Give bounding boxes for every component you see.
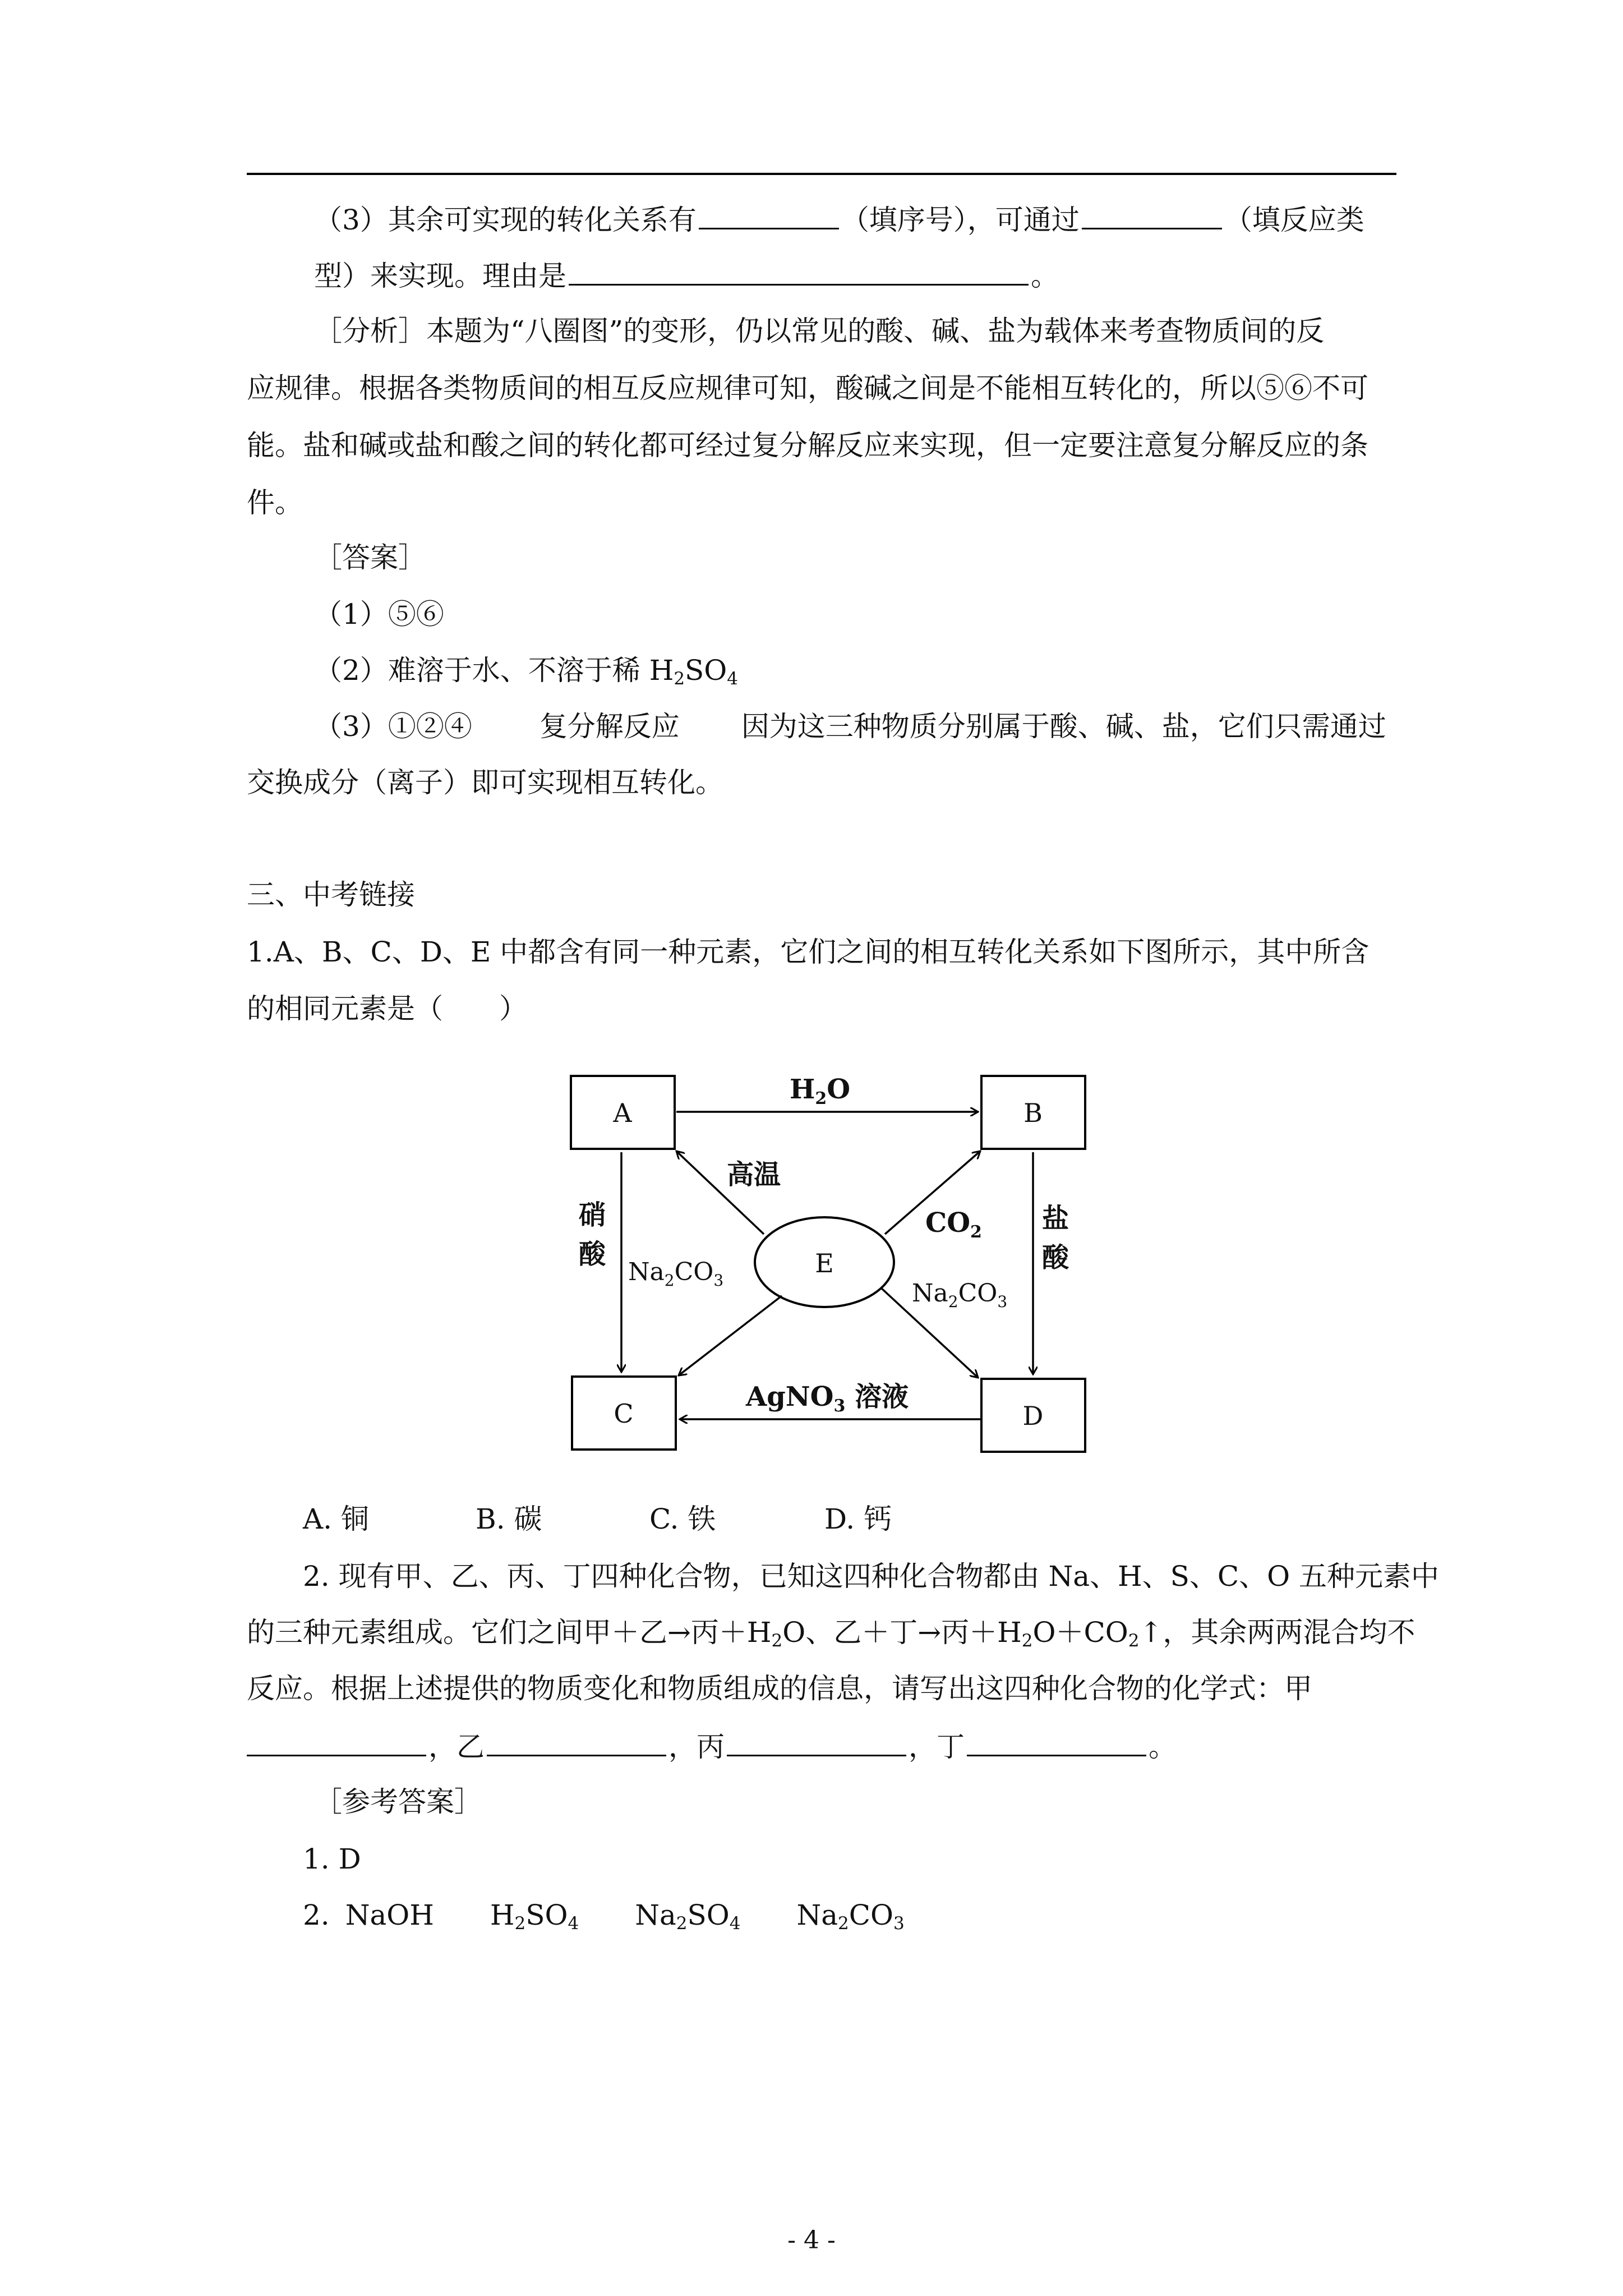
ref-answer-1: 1. D bbox=[303, 1843, 361, 1875]
label-nitric-acid-2: 酸 bbox=[579, 1239, 606, 1270]
node-e-ellipse bbox=[755, 1217, 894, 1307]
header-rule bbox=[247, 173, 1396, 175]
label-hcl-1: 盐 bbox=[1042, 1203, 1069, 1234]
label-na2co3-left: $Na_2CO_3$ bbox=[628, 1258, 724, 1290]
question-1-line-1: 1.A、B、C、D、E 中都含有同一种元素，它们之间的相互转化关系如下图所示，其中所含 bbox=[247, 936, 1370, 968]
node-a-label: A bbox=[613, 1098, 632, 1128]
option-b: B. 碳 bbox=[476, 1503, 542, 1535]
question-2-line-1: 2. 现有甲、乙、丙、丁四种化合物，已知这四种化合物都由 Na、H、S、C、O 五种元素中 bbox=[303, 1560, 1440, 1593]
node-d-label: D bbox=[1022, 1401, 1044, 1431]
analysis-line-3: 能。盐和碱或盐和酸之间的转化都可经过复分解反应来实现，但一定要注意复分解反应的条 bbox=[247, 429, 1368, 462]
option-a: A. 铜 bbox=[303, 1503, 369, 1535]
question-2-line-4: ，乙 ，丙 ，丁 。 bbox=[247, 1729, 1177, 1764]
label-h2o: $H_2O$ bbox=[790, 1074, 851, 1108]
node-b-box bbox=[981, 1076, 1085, 1149]
question-2-line-2: 的三种元素组成。它们之间甲＋乙→丙$+H_2O$、乙＋丁→丙$+H_2O+CO_2↑$，其余两两混合均不 bbox=[247, 1616, 1415, 1651]
answer-blank-jia[interactable] bbox=[247, 1729, 426, 1756]
node-e-label: E bbox=[815, 1248, 834, 1278]
label-hcl-2: 酸 bbox=[1042, 1242, 1069, 1273]
label-co2: $CO_2$ bbox=[925, 1207, 982, 1242]
option-d: D. 钙 bbox=[824, 1503, 892, 1535]
page-number: - 4 - bbox=[787, 2226, 836, 2254]
answer-2: （2）难溶于水、不溶于稀 $H_2SO_4$ bbox=[314, 654, 739, 689]
arrow-e-to-d bbox=[880, 1287, 978, 1378]
answer-heading: ［答案］ bbox=[314, 541, 426, 574]
section-heading: 三、中考链接 bbox=[247, 878, 415, 911]
node-a-box bbox=[571, 1076, 675, 1149]
analysis-line-1: ［分析］本题为“八圈图”的变形，仍以常见的酸、碱、盐为载体来考查物质间的反 bbox=[314, 315, 1325, 347]
node-d-box bbox=[981, 1379, 1085, 1452]
analysis-line-2: 应规律。根据各类物质间的相互反应规律可知，酸碱之间是不能相互转化的，所以⑤⑥不可 bbox=[247, 372, 1368, 404]
answer-blank-yi[interactable] bbox=[487, 1729, 666, 1756]
question-1-line-2: 的相同元素是（ ） bbox=[247, 992, 527, 1025]
ref-answer-2: 2. NaOH $H_2SO_4$ $Na_2SO_4$ $Na_2CO_3$ bbox=[303, 1899, 905, 1934]
node-c-label: C bbox=[614, 1398, 634, 1429]
answer-1: （1）⑤⑥ bbox=[314, 598, 444, 631]
answer-blank-bing[interactable] bbox=[727, 1729, 906, 1756]
answer-blank-ding[interactable] bbox=[967, 1729, 1146, 1756]
arrow-e-to-b bbox=[885, 1151, 980, 1234]
question-2-line-3: 反应。根据上述提供的物质变化和物质组成的信息，请写出这四种化合物的化学式：甲 bbox=[247, 1672, 1312, 1705]
q3-line-2: 型）来实现。理由是 。 bbox=[314, 258, 1059, 293]
q3-line-1: （3）其余可实现的转化关系有 （填序号），可通过 （填反应类 bbox=[314, 202, 1364, 237]
ref-heading: ［参考答案］ bbox=[314, 1786, 482, 1818]
label-na2co3-right: $Na_2CO_3$ bbox=[912, 1279, 1008, 1311]
node-b-label: B bbox=[1023, 1098, 1043, 1128]
answer-blank[interactable] bbox=[569, 258, 1029, 286]
answer-3: （3）①②④ 复分解反应 因为这三种物质分别属于酸、碱、盐，它们只需通过 bbox=[314, 710, 1386, 743]
answer-blank[interactable] bbox=[699, 202, 839, 229]
arrow-e-to-c bbox=[679, 1296, 782, 1375]
answer-3-cont: 交换成分（离子）即可实现相互转化。 bbox=[247, 766, 723, 799]
analysis-line-4: 件。 bbox=[247, 486, 303, 519]
label-high-temp: 高温 bbox=[727, 1159, 781, 1190]
answer-blank[interactable] bbox=[1082, 202, 1222, 229]
arrow-e-to-a bbox=[676, 1151, 764, 1234]
node-c-box bbox=[572, 1377, 676, 1450]
option-c: C. 铁 bbox=[649, 1503, 716, 1535]
label-agno3: AgNO$_3$ 溶液 bbox=[746, 1381, 909, 1416]
label-nitric-acid-1: 硝 bbox=[579, 1199, 606, 1231]
